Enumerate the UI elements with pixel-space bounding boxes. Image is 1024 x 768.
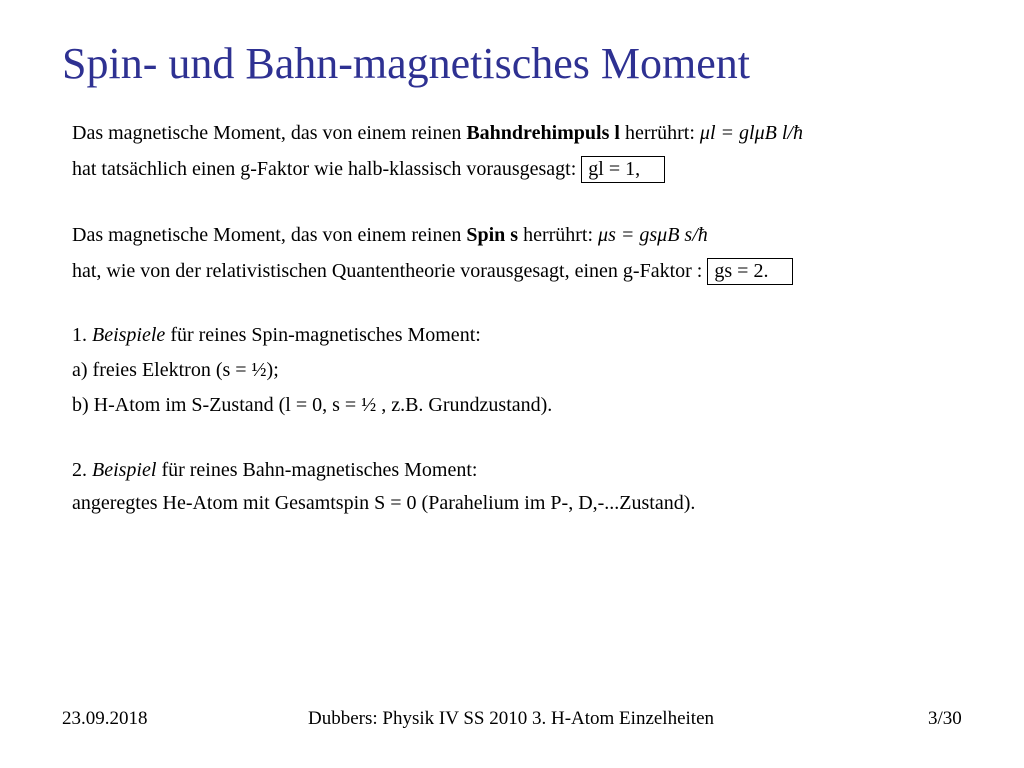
orbital-line-1 <box>72 122 803 145</box>
orbital-term: Bahndrehimpuls l <box>466 122 620 144</box>
spin-line-2 <box>72 258 793 285</box>
orbital-line-2 <box>72 156 665 183</box>
orbital-line-1-rest: herrührt: <box>619 122 700 144</box>
spin-term: Spin s <box>466 224 519 246</box>
example-2-heading <box>72 459 477 482</box>
spin-line-1 <box>72 224 708 247</box>
example-2-word: Beispiel <box>92 459 157 481</box>
example-2-rest: für reines Bahn-magnetisches Moment: <box>156 459 478 481</box>
spin-line-1-text: Das magnetische Moment, das von einem reinen <box>72 224 467 246</box>
spin-g-factor-box: gs = 2. <box>707 258 793 285</box>
example-1-item-b: b) H-Atom im S-Zustand (l = 0, s = ½ , z.B. Grundzustand). <box>72 394 553 416</box>
orbital-line-1-text: Das magnetische Moment, das von einem reinen <box>72 122 467 144</box>
example-2-item: angeregtes He-Atom mit Gesamtspin S = 0 (Parahelium im P-, D,-...Zustand). <box>72 492 696 514</box>
example-1-heading <box>72 324 481 347</box>
footer-course: Dubbers: Physik IV SS 2010 3. H-Atom Einzelheiten <box>308 708 715 729</box>
orbital-formula: μl = glμB l/ħ <box>699 122 803 144</box>
spin-line-2-text: hat, wie von der relativistischen Quantentheorie vorausgesagt, einen g-Faktor : <box>72 260 708 282</box>
footer-date: 23.09.2018 <box>62 708 148 729</box>
example-1-item-a: a) freies Elektron (s = ½); <box>72 359 279 381</box>
orbital-line-2-text: hat tatsächlich einen g-Faktor wie halb-klassisch vorausgesagt: <box>72 158 582 180</box>
orbital-g-factor-box: gl = 1, <box>581 156 665 183</box>
spin-line-1-rest: herrührt: <box>518 224 599 246</box>
footer-page-number: 3/30 <box>928 708 962 729</box>
example-1-rest: für reines Spin-magnetisches Moment: <box>165 324 481 346</box>
example-2-num: 2. <box>72 459 92 481</box>
example-1-num: 1. <box>72 324 92 346</box>
spin-formula: μs = gsμB s/ħ <box>598 224 708 246</box>
example-1-word: Beispiele <box>92 324 166 346</box>
slide-title: Spin- und Bahn-magnetisches Moment <box>62 39 751 88</box>
